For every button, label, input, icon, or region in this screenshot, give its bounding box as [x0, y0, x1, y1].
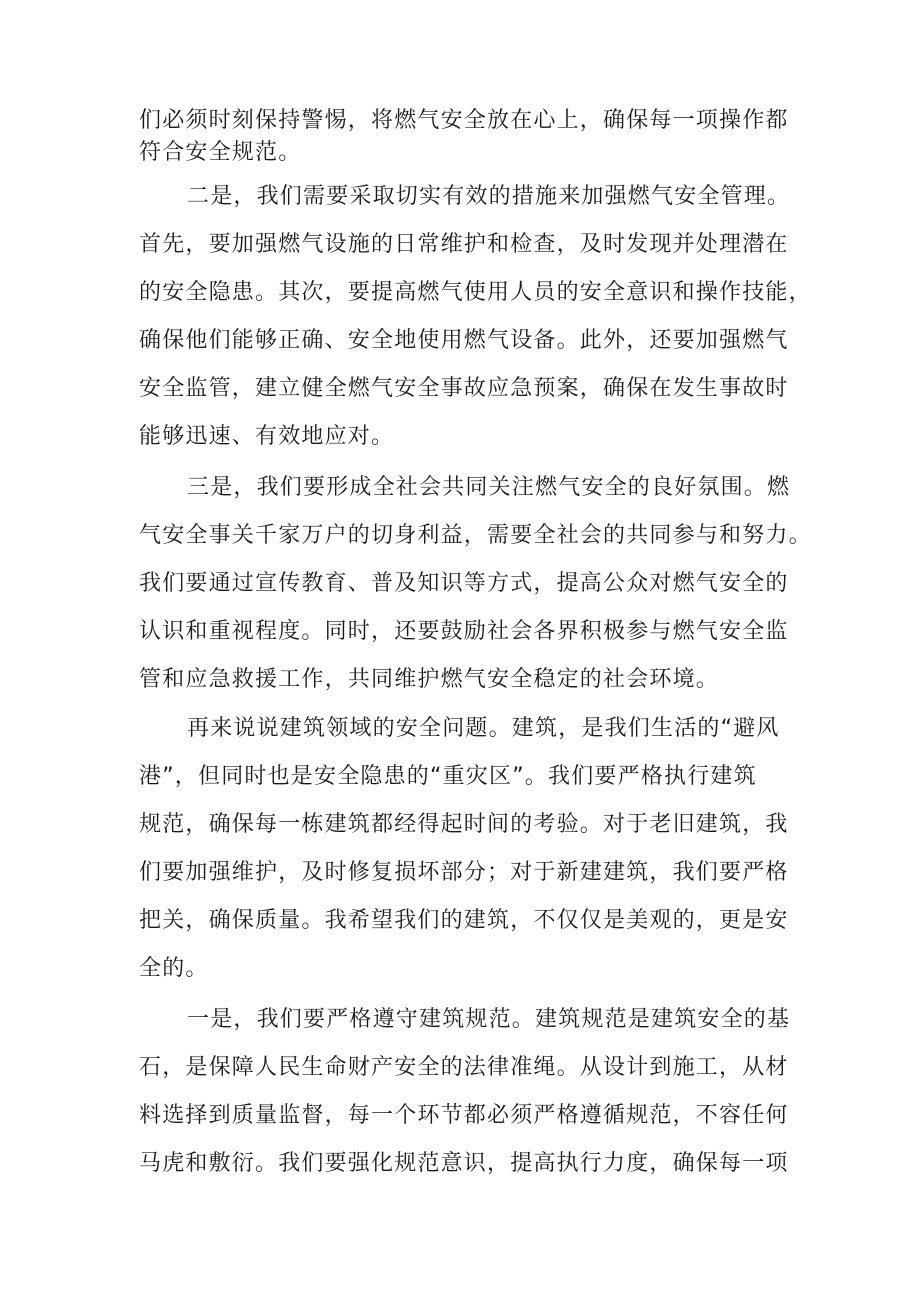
- paragraph-3-line-1: 港”，但同时也是安全隐患的“重灾区”。我们要严格执行建筑: [139, 764, 757, 789]
- paragraph-1-line-5: 能够迅速、有效地应对。: [139, 424, 395, 449]
- paragraph-4-line-3: 马虎和敷衍。我们要强化规范意识，提高执行力度，确保每一项: [139, 1151, 789, 1176]
- paragraph-2-line-0: 三是，我们要形成全社会共同关注燃气安全的良好氛围。燃: [187, 475, 791, 500]
- paragraph-4-line-1: 石，是保障人民生命财产安全的法律准绳。从设计到施工，从材: [139, 1055, 789, 1080]
- paragraph-4-line-0: 一是，我们要严格遵守建筑规范。建筑规范是建筑安全的基: [187, 1007, 791, 1032]
- paragraph-2-line-3: 认识和重视程度。同时，还要鼓励社会各界积极参与燃气安全监: [139, 619, 789, 644]
- paragraph-1-line-0: 二是，我们需要采取切实有效的措施来加强燃气安全管理。: [187, 184, 791, 209]
- paragraph-1-line-1: 首先，要加强燃气设施的日常维护和检查，及时发现并处理潜在: [139, 232, 789, 257]
- paragraph-3-line-5: 全的。: [139, 956, 209, 981]
- paragraph-2-line-2: 我们要通过宣传教育、普及知识等方式，提高公众对燃气安全的: [139, 571, 789, 596]
- paragraph-1-line-3: 确保他们能够正确、安全地使用燃气设备。此外，还要加强燃气: [139, 328, 789, 353]
- paragraph-3-line-0: 再来说说建筑领域的安全问题。建筑，是我们生活的“避风: [187, 716, 780, 741]
- paragraph-3-line-4: 把关，确保质量。我希望我们的建筑，不仅仅是美观的，更是安: [139, 908, 789, 933]
- paragraph-1-line-4: 安全监管，建立健全燃气安全事故应急预案，确保在发生事故时: [139, 376, 789, 401]
- paragraph-3-line-2: 规范，确保每一栋建筑都经得起时间的考验。对于老旧建筑，我: [139, 812, 789, 837]
- paragraph-0-line-1: 符合安全规范。: [139, 140, 302, 165]
- paragraph-4-line-2: 料选择到质量监督，每一个环节都必须严格遵循规范，不容任何: [139, 1103, 789, 1128]
- paragraph-2-line-1: 气安全事关千家万户的切身利益，需要全社会的共同参与和努力。: [139, 523, 812, 548]
- paragraph-1-line-2: 的安全隐患。其次，要提高燃气使用人员的安全意识和操作技能，: [139, 280, 812, 305]
- paragraph-2-line-4: 管和应急救援工作，共同维护燃气安全稳定的社会环境。: [139, 667, 720, 692]
- paragraph-3-line-3: 们要加强维护，及时修复损坏部分；对于新建建筑，我们要严格: [139, 860, 789, 885]
- paragraph-0-line-0: 们必须时刻保持警惕，将燃气安全放在心上，确保每一项操作都: [139, 108, 789, 133]
